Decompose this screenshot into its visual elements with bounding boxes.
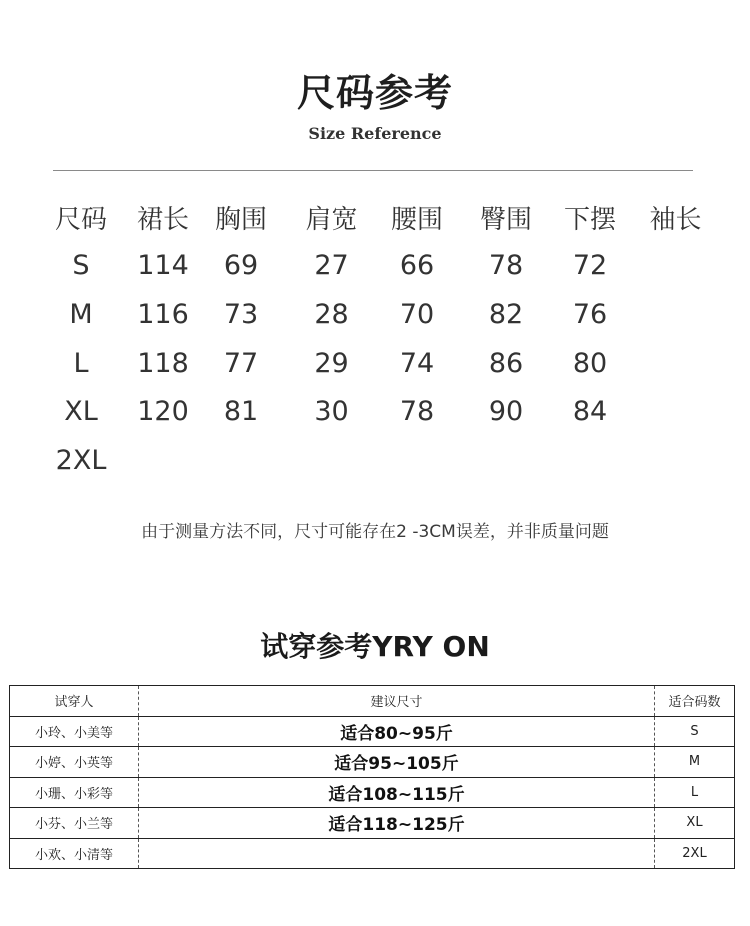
size-cell: 77 [223, 347, 259, 379]
size-cell: 2XL [55, 444, 107, 476]
size-header-cell: 袖长 [649, 204, 702, 235]
trial-recommendation-cell: 适合80~95斤 [139, 716, 655, 747]
trial-row [10, 838, 735, 869]
size-header-cell: 肩宽 [305, 204, 358, 235]
size-chart-table [40, 193, 734, 485]
size-reference-subtitle: Size Reference [308, 124, 442, 143]
trial-header-cell: 适合码数 [668, 695, 721, 711]
trial-recommendation-cell [139, 838, 655, 869]
size-header-cell: 裙长 [136, 204, 189, 235]
trial-person-cell: 小珊、小彩等 [10, 777, 139, 808]
trial-row [10, 716, 735, 747]
trial-person-cell: 小玲、小美等 [10, 716, 139, 747]
size-cell: XL [64, 396, 98, 428]
trial-row [10, 747, 735, 778]
size-chart-header-row [40, 193, 734, 242]
size-row [40, 290, 734, 339]
size-cell: 118 [137, 347, 189, 379]
size-cell: 120 [137, 396, 189, 428]
size-cell [563, 436, 617, 485]
size-cell [122, 436, 204, 485]
size-cell: L [73, 347, 89, 379]
trial-size-cell: 2XL [682, 845, 707, 861]
size-cell: 72 [572, 250, 608, 282]
size-cell: 90 [488, 396, 524, 428]
size-header-cell: 下摆 [563, 204, 616, 235]
size-cell: 86 [488, 347, 524, 379]
size-cell: 76 [572, 298, 608, 330]
trial-size-cell: S [690, 723, 699, 739]
trial-person-cell: 小欢、小清等 [10, 838, 139, 869]
size-row [40, 242, 734, 291]
size-reference-title: 尺码参考 [296, 71, 453, 115]
trial-person-cell: 小婷、小英等 [10, 747, 139, 778]
size-cell [617, 436, 734, 485]
size-header-cell: 腰围 [390, 204, 443, 235]
trial-size-cell: XL [686, 815, 703, 831]
trial-header-cell: 试穿人 [10, 686, 139, 717]
size-cell [278, 436, 385, 485]
size-cell: 74 [399, 347, 435, 379]
size-cell [617, 290, 734, 339]
size-cell: S [72, 250, 90, 282]
trial-recommendation-cell: 适合118~125斤 [139, 808, 655, 839]
size-cell: 30 [314, 396, 349, 428]
trial-recommendation-cell: 适合108~115斤 [139, 777, 655, 808]
size-cell: 66 [399, 250, 435, 282]
size-cell [204, 436, 278, 485]
size-row [40, 436, 734, 485]
trial-row [10, 777, 735, 808]
size-cell: 78 [488, 250, 524, 282]
size-cell: 27 [314, 250, 349, 282]
trial-recommendation-cell: 适合95~105斤 [139, 747, 655, 778]
divider [53, 170, 693, 171]
size-cell: 28 [314, 298, 349, 330]
size-header-cell: 胸围 [214, 204, 267, 235]
size-cell: 114 [137, 250, 189, 282]
size-row [40, 387, 734, 436]
size-cell: 70 [399, 298, 435, 330]
size-cell [617, 242, 734, 291]
size-cell: 69 [223, 250, 259, 282]
trial-size-cell: L [690, 784, 699, 800]
size-row [40, 339, 734, 388]
size-cell: 81 [223, 396, 259, 428]
measurement-note: 由于测量方法不同，尺寸可能存在2 -3CM误差，并非质量问题 [141, 522, 609, 542]
size-cell: 84 [572, 396, 608, 428]
size-cell [385, 436, 449, 485]
trial-size-cell: M [688, 754, 701, 770]
size-header-cell: 尺码 [54, 204, 107, 235]
size-cell [617, 387, 734, 436]
size-cell [449, 436, 563, 485]
size-cell: 82 [488, 298, 524, 330]
size-cell: 116 [137, 298, 189, 330]
size-cell: 73 [223, 298, 259, 330]
size-cell: M [69, 298, 93, 330]
trial-row [10, 808, 735, 839]
trial-person-cell: 小芬、小兰等 [10, 808, 139, 839]
trial-header-cell: 建议尺寸 [139, 686, 655, 717]
trial-reference-title: 试穿参考YRY ON [260, 630, 490, 663]
size-cell: 78 [399, 396, 435, 428]
size-cell [617, 339, 734, 388]
trial-table [9, 685, 735, 869]
size-cell: 80 [572, 347, 608, 379]
size-header-cell: 臀围 [479, 204, 532, 235]
trial-header-row [10, 686, 735, 717]
size-cell: 29 [314, 347, 349, 379]
